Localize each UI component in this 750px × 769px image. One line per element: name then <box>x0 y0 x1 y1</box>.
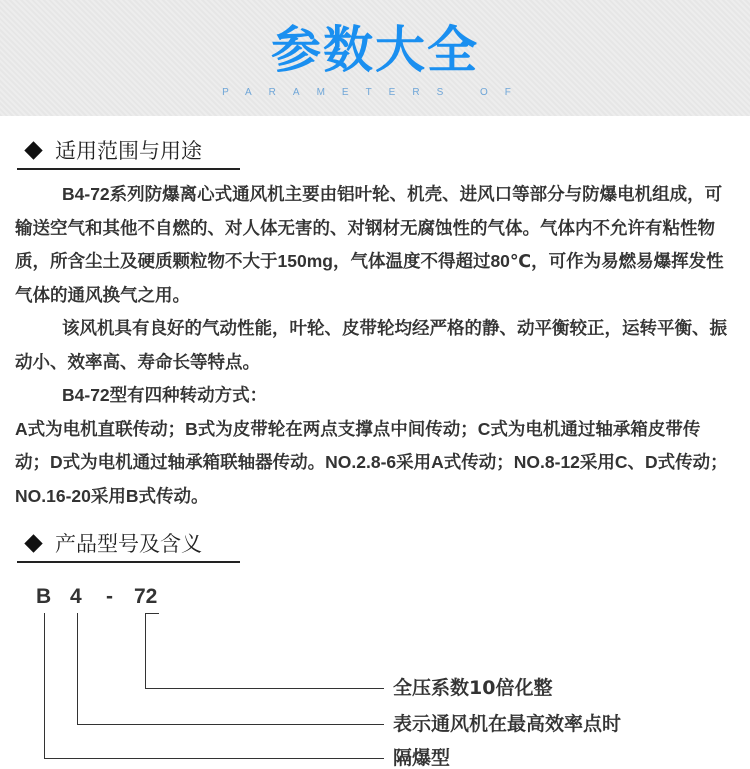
connector-line <box>44 613 45 759</box>
page-subtitle: PARAMETERS OF <box>222 87 528 98</box>
label-efficiency: 表示通风机在最高效率点时 <box>393 713 622 735</box>
paragraph: B4-72型有四种转动方式： <box>62 385 268 405</box>
code-dash: - <box>106 585 113 608</box>
section-heading-usage <box>17 134 240 170</box>
connector-line <box>77 724 384 725</box>
usage-text <box>15 178 735 513</box>
connector-line <box>145 688 384 689</box>
connector-line <box>145 613 159 614</box>
paragraph: 该风机具有良好的气动性能，叶轮、皮带轮均经严格的静、动平衡较正，运转平衡、振动小、效率高、寿命长等特点。 <box>15 318 727 372</box>
header-banner <box>0 0 750 116</box>
label-explosion-proof: 隔爆型 <box>393 747 451 769</box>
connector-line <box>44 758 384 759</box>
paragraph: B4-72系列防爆离心式通风机主要由铝叶轮、机壳、进风口等部分与防爆电机组成，可输送空气和其他不自燃的、对人体无害的、对钢材无腐蚀性的气体。气体内不允许有粘性物质，所含尘土及硬质颗粒物不大于150mg，气体温度不得超过80℃，可作为易燃易爆挥发性气体的通风换气之用。 <box>15 184 724 305</box>
connector-line <box>77 613 78 725</box>
code-4: 4 <box>70 585 82 608</box>
paragraph: A式为电机直联传动；B式为皮带轮在两点支撑点中间传动；C式为电机通过轴承箱皮带传动；D式为电机通过轴承箱联轴器传动。NO.2.8-6采用A式传动；NO.8-12采用C、D式传动；NO.16-20采用B式传动。 <box>15 418 728 506</box>
label-pressure: 全压系数10倍化整 <box>393 677 553 699</box>
code-b: B <box>36 585 52 608</box>
diamond-bullet-icon <box>24 141 42 159</box>
section-heading-model <box>17 527 240 563</box>
model-diagram <box>0 567 750 767</box>
diamond-bullet-icon <box>24 534 42 552</box>
section-title: 产品型号及含义 <box>55 532 202 556</box>
connector-line <box>145 613 146 689</box>
section-title: 适用范围与用途 <box>55 139 202 163</box>
code-72: 72 <box>134 585 158 608</box>
page-title: 参数大全 <box>271 21 479 79</box>
